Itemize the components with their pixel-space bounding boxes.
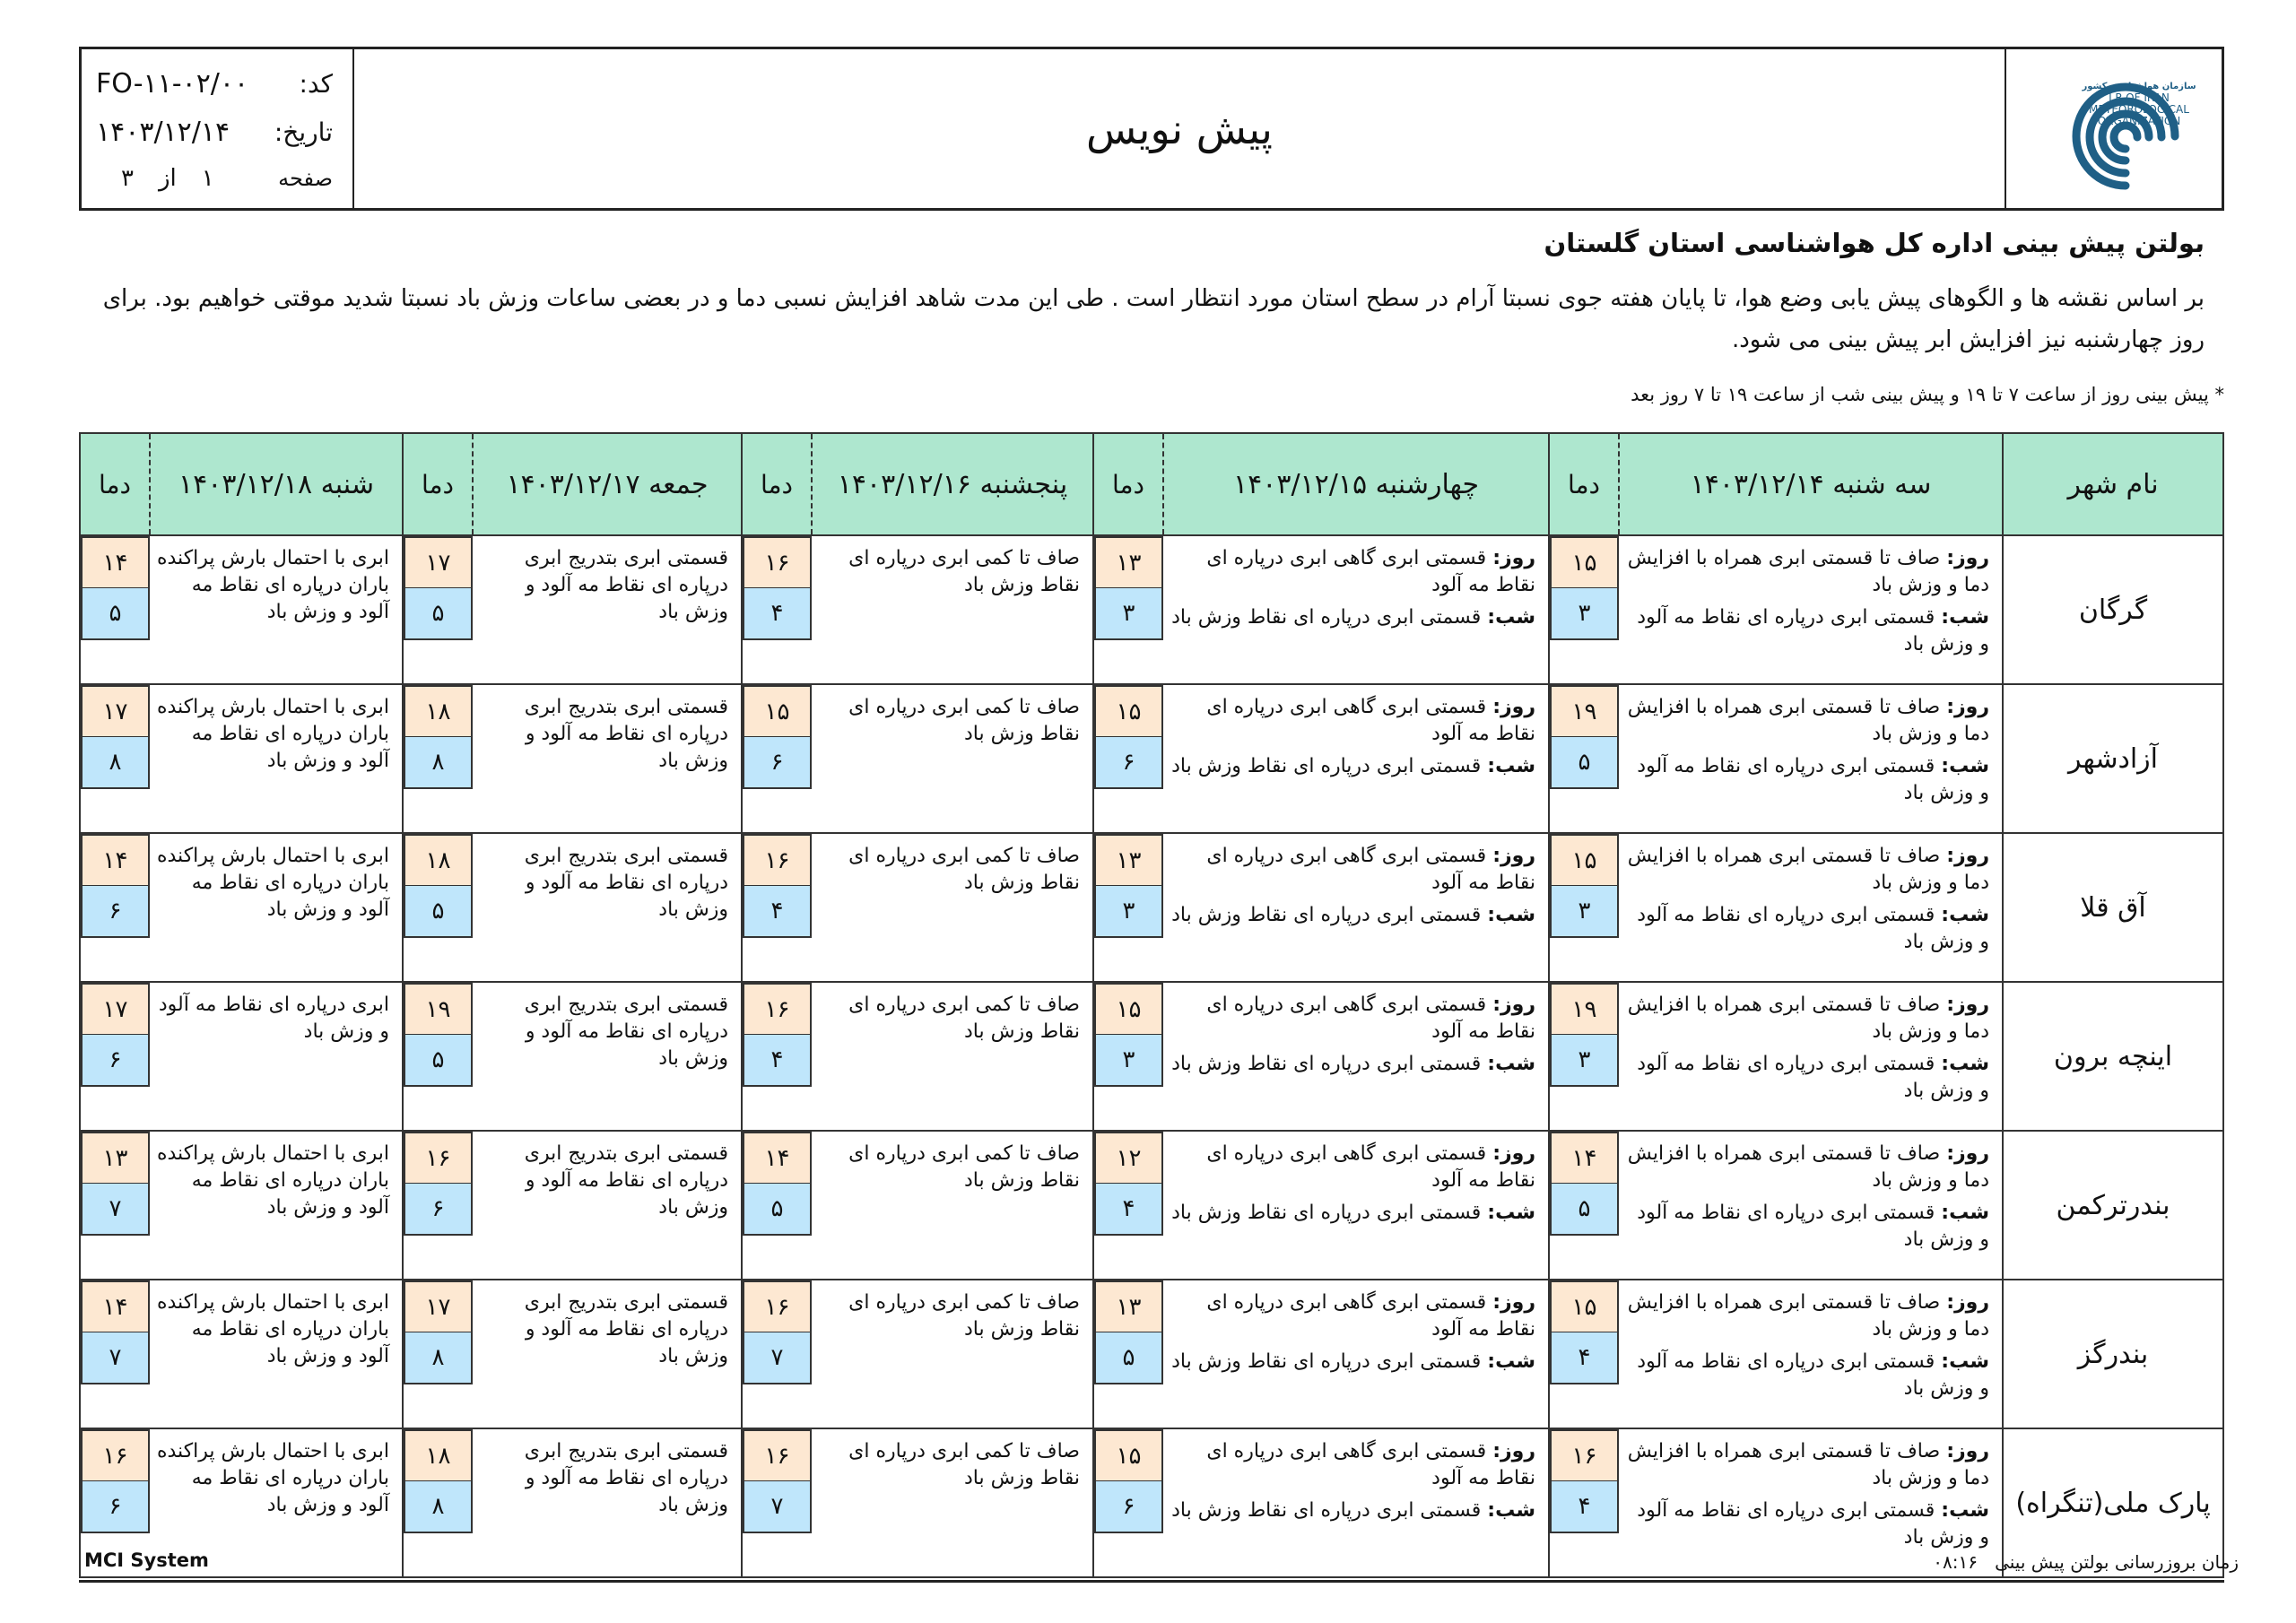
night-text: قسمتی ابری درپاره ای نقاط وزش باد [1171,1202,1482,1224]
day-label: روز: [1946,1291,1989,1314]
forecast-desc-day4: قسمتی ابری بتدریج ابری درپاره ای نقاط مه آلود و وزش باد [473,982,742,1131]
min-temp: ۵ [404,588,473,640]
day-text: قسمتی ابری گاهی ابری درپاره ای نقاط مه آلود [1206,1440,1535,1489]
min-temp: ۳ [1550,1035,1619,1087]
forecast-desc-day2 [1163,1131,1549,1280]
forecast-desc-day3: صاف تا کمی ابری درپاره ای نقاط وزش باد [812,1131,1093,1280]
day-label: روز: [1492,1440,1535,1462]
forecast-desc-day3: صاف تا کمی ابری درپاره ای نقاط وزش باد [812,982,1093,1131]
night-label: شب: [1487,904,1535,926]
night-forecast [1624,1497,1989,1551]
day-label: روز: [1492,1291,1535,1314]
city-name: اینچه برون [2003,982,2223,1131]
temp-cell [403,982,473,1131]
night-forecast [1169,1497,1535,1524]
city-name: گرگان [2003,535,2223,684]
max-temp: ۱۵ [1550,834,1619,886]
day-header-4: جمعه ۱۴۰۳/۱۲/۱۷ [473,433,742,535]
night-forecast [1624,902,1989,956]
temp-cell [742,1280,812,1428]
footer-update-time: ۰۸:۱۶ [1933,1551,1979,1573]
day-text: قسمتی ابری گاهی ابری درپاره ای نقاط مه آلود [1206,1291,1535,1341]
forecast-desc-day2 [1163,1428,1549,1577]
max-temp: ۱۳ [1094,1280,1163,1332]
code-row [96,62,333,105]
day-forecast [1169,1141,1535,1194]
temp-cell [403,535,473,684]
day-text: صاف تا قسمتی ابری همراه با افزایش دما و وزش باد [1627,845,1989,894]
min-temp: ۸ [404,737,473,789]
temp-cell [80,982,150,1131]
night-label: شب: [1941,904,1989,926]
day-forecast [1624,1289,1989,1343]
night-text: قسمتی ابری درپاره ای نقاط وزش باد [1171,1499,1482,1522]
date-value: ۱۴۰۳/۱۲/۱۴ [96,116,230,148]
night-text: قسمتی ابری درپاره ای نقاط مه آلود و وزش باد [1637,904,1989,953]
forecast-desc-day3: صاف تا کمی ابری درپاره ای نقاط وزش باد [812,535,1093,684]
min-temp: ۷ [743,1481,812,1533]
night-text: قسمتی ابری درپاره ای نقاط وزش باد [1171,755,1482,777]
day-forecast [1624,694,1989,748]
forecast-desc-day5: ابری با احتمال بارش پراکنده باران درپاره ای نقاط مه آلود و وزش باد [150,833,403,982]
temp-cell [1549,1280,1619,1428]
temp-cell [80,535,150,684]
footer-update-label: زمان بروزرسانی بولتن پیش بینی [1995,1551,2239,1573]
max-temp: ۱۶ [81,1429,150,1481]
max-temp: ۱۶ [1550,1429,1619,1481]
temp-cell [1549,1131,1619,1280]
forecast-desc-day4: قسمتی ابری بتدریج ابری درپاره ای نقاط مه آلود و وزش باد [473,684,742,833]
forecast-desc-day1 [1619,684,2003,833]
night-text: قسمتی ابری درپاره ای نقاط مه آلود و وزش باد [1637,1053,1989,1102]
night-forecast [1169,902,1535,929]
day-forecast [1169,843,1535,897]
code-value: FO-۱۱-۰۲/۰۰ [96,67,249,100]
date-label: تاریخ: [274,117,333,147]
city-name: بندرترکمن [2003,1131,2223,1280]
temp-cell [742,535,812,684]
bulletin-intro [88,278,2205,360]
max-temp: ۱۴ [81,834,150,886]
day-header-3: پنجشنبه ۱۴۰۳/۱۲/۱۶ [812,433,1093,535]
day-label: روز: [1492,547,1535,569]
forecast-desc-day5: ابری با احتمال بارش پراکنده باران درپاره ای نقاط مه آلود و وزش باد [150,535,403,684]
forecast-desc-day1 [1619,982,2003,1131]
document-header [79,47,2224,211]
day-text: صاف تا قسمتی ابری همراه با افزایش دما و وزش باد [1627,547,1989,596]
night-text: قسمتی ابری درپاره ای نقاط وزش باد [1171,1053,1482,1075]
temp-cell [742,982,812,1131]
min-temp: ۳ [1094,588,1163,640]
table-row [80,1131,2223,1280]
min-temp: ۵ [404,1035,473,1087]
day-label: روز: [1492,845,1535,867]
page-row [96,157,333,200]
table-row [80,982,2223,1131]
day-text: قسمتی ابری گاهی ابری درپاره ای نقاط مه آلود [1206,696,1535,745]
forecast-desc-day3: صاف تا کمی ابری درپاره ای نقاط وزش باد [812,684,1093,833]
table-row [80,1428,2223,1577]
max-temp: ۱۴ [1550,1132,1619,1184]
forecast-time-note: * پیش بینی روز از ساعت ۷ تا ۱۹ و پیش بینی شب از ساعت ۱۹ تا ۷ روز بعد [1631,384,2224,405]
night-text: قسمتی ابری درپاره ای نقاط مه آلود و وزش باد [1637,1499,1989,1549]
temp-cell [1093,982,1163,1131]
day-header-2: چهارشنبه ۱۴۰۳/۱۲/۱۵ [1163,433,1549,535]
temp-cell [80,684,150,833]
footer-divider [79,1580,2224,1583]
page-total: ۳ [121,165,134,192]
night-text: قسمتی ابری درپاره ای نقاط وزش باد [1171,606,1482,629]
min-temp: ۶ [1094,1481,1163,1533]
min-temp: ۴ [1550,1332,1619,1384]
document-meta [82,49,354,208]
temp-cell [742,833,812,982]
forecast-desc-day4: قسمتی ابری بتدریج ابری درپاره ای نقاط مه آلود و وزش باد [473,833,742,982]
min-temp: ۶ [743,737,812,789]
day-text: قسمتی ابری گاهی ابری درپاره ای نقاط مه آلود [1206,547,1535,596]
night-label: شب: [1941,606,1989,629]
forecast-desc-day2 [1163,982,1549,1131]
table-row [80,535,2223,684]
temp-cell [403,1131,473,1280]
day-forecast [1624,992,1989,1046]
min-temp: ۵ [81,588,150,640]
code-label: کد: [299,68,333,99]
max-temp: ۱۵ [1550,536,1619,588]
forecast-desc-day1 [1619,833,2003,982]
max-temp: ۱۶ [743,1280,812,1332]
min-temp: ۳ [1550,886,1619,938]
max-temp: ۱۲ [1094,1132,1163,1184]
temp-cell [1549,535,1619,684]
forecast-table-body [80,535,2223,1577]
day-label: روز: [1946,845,1989,867]
temp-header-3: دما [742,433,812,535]
max-temp: ۱۷ [81,983,150,1035]
temp-header-2: دما [1093,433,1163,535]
night-label: شب: [1487,606,1535,629]
min-temp: ۵ [404,886,473,938]
forecast-desc-day5: ابری با احتمال بارش پراکنده باران درپاره ای نقاط مه آلود و وزش باد [150,1131,403,1280]
page-of: از [158,165,177,192]
table-row [80,1280,2223,1428]
night-forecast [1169,1200,1535,1227]
forecast-desc-day1 [1619,535,2003,684]
bulletin-title: بولتن پیش بینی اداره کل هواشناسی استان گلستان [1544,228,2205,258]
forecast-table [79,432,2224,1578]
temp-cell [1549,982,1619,1131]
max-temp: ۱۳ [1094,536,1163,588]
table-row [80,684,2223,833]
day-text: قسمتی ابری گاهی ابری درپاره ای نقاط مه آلود [1206,994,1535,1043]
min-temp: ۶ [404,1184,473,1236]
min-temp: ۴ [743,886,812,938]
max-temp: ۱۷ [81,685,150,737]
forecast-desc-day2 [1163,1280,1549,1428]
max-temp: ۱۴ [743,1132,812,1184]
logo-area [2005,49,2222,208]
day-forecast [1169,992,1535,1046]
min-temp: ۳ [1550,588,1619,640]
day-text: قسمتی ابری گاهی ابری درپاره ای نقاط مه آلود [1206,845,1535,894]
forecast-desc-day4: قسمتی ابری بتدریج ابری درپاره ای نقاط مه آلود و وزش باد [473,1131,742,1280]
logo-text-1: I.R.OF IRAN [2109,91,2170,104]
temp-cell [1093,1131,1163,1280]
meteorological-organization-logo-icon [2040,62,2202,196]
night-label: شب: [1941,755,1989,777]
night-forecast [1169,753,1535,780]
max-temp: ۱۸ [404,834,473,886]
temp-cell [1549,833,1619,982]
min-temp: ۳ [1094,886,1163,938]
max-temp: ۱۹ [1550,685,1619,737]
max-temp: ۱۴ [81,536,150,588]
min-temp: ۵ [1094,1332,1163,1384]
max-temp: ۱۵ [1094,983,1163,1035]
min-temp: ۴ [743,588,812,640]
night-text: قسمتی ابری درپاره ای نقاط مه آلود و وزش باد [1637,606,1989,655]
night-label: شب: [1487,755,1535,777]
temp-cell [742,1428,812,1577]
day-forecast [1624,545,1989,599]
max-temp: ۱۵ [1550,1280,1619,1332]
forecast-desc-day1 [1619,1280,2003,1428]
min-temp: ۵ [1550,737,1619,789]
night-forecast [1624,604,1989,658]
night-label: شب: [1487,1499,1535,1522]
city-name: پارک ملی(تنگراه) [2003,1428,2223,1577]
footer-system: MCI System [84,1549,209,1571]
max-temp: ۱۶ [743,536,812,588]
temp-header-5: دما [80,433,150,535]
day-forecast [1169,694,1535,748]
night-text: قسمتی ابری درپاره ای نقاط مه آلود و وزش باد [1637,1350,1989,1400]
day-text: صاف تا قسمتی ابری همراه با افزایش دما و وزش باد [1627,1440,1989,1489]
min-temp: ۷ [81,1184,150,1236]
day-header-5: شنبه ۱۴۰۳/۱۲/۱۸ [150,433,403,535]
min-temp: ۳ [1094,1035,1163,1087]
temp-header-4: دما [403,433,473,535]
night-label: شب: [1941,1202,1989,1224]
night-label: شب: [1487,1202,1535,1224]
city-column-header: نام شهر [2003,433,2223,535]
temp-cell [1093,684,1163,833]
forecast-desc-day3: صاف تا کمی ابری درپاره ای نقاط وزش باد [812,833,1093,982]
night-forecast [1624,1051,1989,1105]
day-label: روز: [1492,696,1535,718]
min-temp: ۶ [81,886,150,938]
date-row [96,110,333,153]
max-temp: ۱۵ [743,685,812,737]
max-temp: ۱۶ [743,1429,812,1481]
min-temp: ۸ [404,1481,473,1533]
day-label: روز: [1492,1142,1535,1165]
temp-cell [1093,535,1163,684]
night-label: شب: [1941,1350,1989,1373]
temp-cell [80,833,150,982]
forecast-desc-day1 [1619,1131,2003,1280]
day-label: روز: [1946,1142,1989,1165]
logo-text-2: METEOROLOGICAL [2089,103,2189,116]
max-temp: ۱۸ [404,685,473,737]
temp-cell [742,684,812,833]
max-temp: ۱۶ [743,834,812,886]
forecast-desc-day5: ابری با احتمال بارش پراکنده باران درپاره ای نقاط مه آلود و وزش باد [150,1428,403,1577]
forecast-desc-day4: قسمتی ابری بتدریج ابری درپاره ای نقاط مه آلود و وزش باد [473,535,742,684]
forecast-desc-day5: ابری با احتمال بارش پراکنده باران درپاره ای نقاط مه آلود و وزش باد [150,684,403,833]
temp-cell [742,1131,812,1280]
max-temp: ۱۹ [404,983,473,1035]
night-label: شب: [1941,1499,1989,1522]
max-temp: ۱۵ [1094,1429,1163,1481]
temp-cell [1549,684,1619,833]
night-forecast [1169,1051,1535,1078]
min-temp: ۸ [404,1332,473,1384]
temp-cell [1093,1280,1163,1428]
min-temp: ۵ [743,1184,812,1236]
city-name: آزادشهر [2003,684,2223,833]
night-forecast [1624,753,1989,807]
max-temp: ۱۳ [1094,834,1163,886]
min-temp: ۴ [743,1035,812,1087]
forecast-desc-day2 [1163,535,1549,684]
night-label: شب: [1941,1053,1989,1075]
day-forecast [1169,1289,1535,1343]
night-text: قسمتی ابری درپاره ای نقاط مه آلود و وزش باد [1637,1202,1989,1251]
footer-update [1933,1551,2239,1573]
document-title: پیش نویس [1086,104,1273,153]
max-temp: ۱۴ [81,1280,150,1332]
forecast-desc-day4: قسمتی ابری بتدریج ابری درپاره ای نقاط مه آلود و وزش باد [473,1428,742,1577]
day-label: روز: [1946,1440,1989,1462]
max-temp: ۱۷ [404,536,473,588]
min-temp: ۶ [81,1481,150,1533]
max-temp: ۱۷ [404,1280,473,1332]
temp-cell [1093,1428,1163,1577]
min-temp: ۷ [743,1332,812,1384]
forecast-desc-day5: ابری با احتمال بارش پراکنده باران درپاره ای نقاط مه آلود و وزش باد [150,1280,403,1428]
forecast-desc-day3: صاف تا کمی ابری درپاره ای نقاط وزش باد [812,1428,1093,1577]
temp-cell [403,833,473,982]
table-header-row [80,433,2223,535]
min-temp: ۴ [1550,1481,1619,1533]
forecast-desc-day2 [1163,833,1549,982]
temp-cell [403,1428,473,1577]
night-forecast [1169,1349,1535,1376]
intro-line-1: بر اساس نقشه ها و الگوهای پیش یابی وضع هوا، تا پایان هفته جوی نسبتا آرام در سطح استان مورد انتظار است . طی این مدت شاهد افزایش نسبی دما و در بعضی ساعات وزش باد نسبتا شدید موقتی خواهیم بود. برای [102,285,2205,312]
day-label: روز: [1492,994,1535,1016]
temp-header-1: دما [1549,433,1619,535]
max-temp: ۱۹ [1550,983,1619,1035]
day-forecast [1624,843,1989,897]
max-temp: ۱۸ [404,1429,473,1481]
city-name: بندرگز [2003,1280,2223,1428]
forecast-desc-day2 [1163,684,1549,833]
intro-line-2: روز چهارشنبه نیز افزایش ابر پیش بینی می شود. [1731,326,2205,353]
forecast-desc-day5: ابری درپاره ای نقاط مه آلود و وزش باد [150,982,403,1131]
min-temp: ۴ [1094,1184,1163,1236]
day-header-1: سه شنبه ۱۴۰۳/۱۲/۱۴ [1619,433,2003,535]
day-text: صاف تا قسمتی ابری همراه با افزایش دما و وزش باد [1627,696,1989,745]
max-temp: ۱۶ [404,1132,473,1184]
night-text: قسمتی ابری درپاره ای نقاط وزش باد [1171,1350,1482,1373]
day-text: قسمتی ابری گاهی ابری درپاره ای نقاط مه آلود [1206,1142,1535,1192]
day-text: صاف تا قسمتی ابری همراه با افزایش دما و وزش باد [1627,1291,1989,1341]
night-forecast [1169,604,1535,631]
logo-text-fa: سازمان هواشناسی کشور [2082,82,2196,91]
city-name: آق قلا [2003,833,2223,982]
min-temp: ۶ [81,1035,150,1087]
min-temp: ۶ [1094,737,1163,789]
max-temp: ۱۵ [1094,685,1163,737]
max-temp: ۱۳ [81,1132,150,1184]
day-forecast [1624,1141,1989,1194]
logo-text-3: ORGANIZATION [2097,115,2181,127]
night-forecast [1624,1349,1989,1402]
min-temp: ۷ [81,1332,150,1384]
temp-cell [403,1280,473,1428]
temp-cell [1549,1428,1619,1577]
min-temp: ۵ [1550,1184,1619,1236]
temp-cell [80,1280,150,1428]
day-label: روز: [1946,547,1989,569]
min-temp: ۸ [81,737,150,789]
night-forecast [1624,1200,1989,1254]
page-current: ۱ [201,165,214,192]
night-label: شب: [1487,1350,1535,1373]
day-forecast [1624,1438,1989,1492]
forecast-desc-day3: صاف تا کمی ابری درپاره ای نقاط وزش باد [812,1280,1093,1428]
table-row [80,833,2223,982]
night-label: شب: [1487,1053,1535,1075]
temp-cell [403,684,473,833]
temp-cell [80,1131,150,1280]
forecast-desc-day4: قسمتی ابری بتدریج ابری درپاره ای نقاط مه آلود و وزش باد [473,1280,742,1428]
day-forecast [1169,545,1535,599]
max-temp: ۱۶ [743,983,812,1035]
day-text: صاف تا قسمتی ابری همراه با افزایش دما و وزش باد [1627,994,1989,1043]
day-label: روز: [1946,994,1989,1016]
temp-cell [1093,833,1163,982]
page-label: صفحه [278,166,333,191]
night-text: قسمتی ابری درپاره ای نقاط وزش باد [1171,904,1482,926]
day-forecast [1169,1438,1535,1492]
night-text: قسمتی ابری درپاره ای نقاط مه آلود و وزش باد [1637,755,1989,804]
day-text: صاف تا قسمتی ابری همراه با افزایش دما و وزش باد [1627,1142,1989,1192]
day-label: روز: [1946,696,1989,718]
